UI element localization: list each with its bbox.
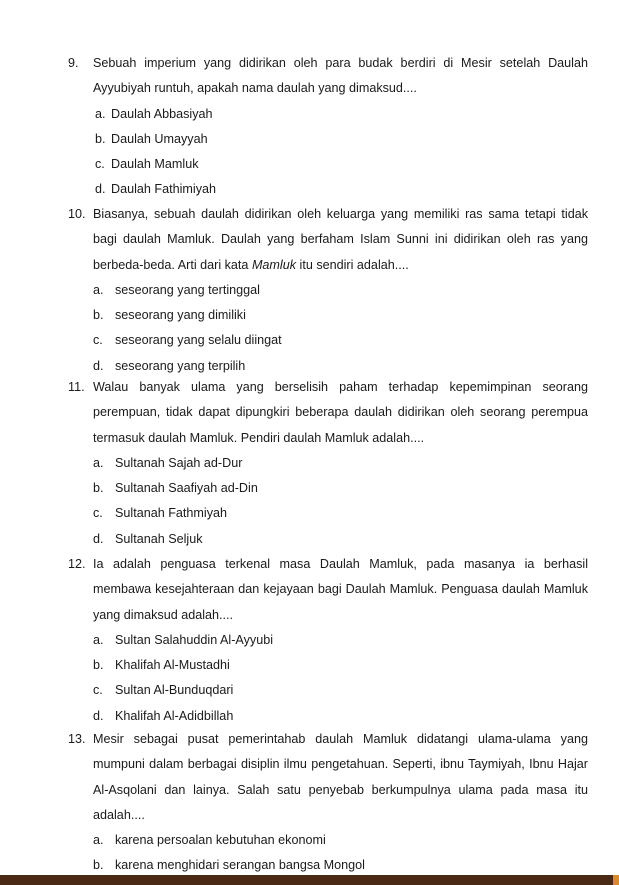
option-letter: d.	[93, 708, 104, 723]
option-letter: a.	[93, 833, 104, 848]
option-b[interactable]	[95, 127, 588, 152]
option-d[interactable]	[93, 704, 588, 729]
option-text: seseorang yang dimiliki	[115, 308, 246, 323]
question-11	[68, 375, 588, 552]
question-13	[68, 727, 588, 879]
question-number: 13.	[68, 732, 86, 746]
option-text: Daulah Fathimiyah	[111, 182, 216, 197]
option-text: Sultan Salahuddin Al-Ayyubi	[115, 632, 273, 647]
option-d[interactable]	[95, 177, 588, 202]
option-text: Sultan Al-Bunduqdari	[115, 683, 234, 698]
options-list	[93, 828, 588, 879]
footer-accent	[613, 875, 619, 885]
option-letter: d.	[95, 182, 106, 197]
option-letter: c.	[95, 157, 105, 172]
question-text: Mesir sebagai pusat pemerintahab daulah Mamluk didatangi ulama-ulama yang mumpuni dalam berbagai disiplin ilmu pengetahuan. Seperti, ibnu Taymiyah, Ibnu Hajar Al-Asqolani dan lainya. Salah satu penyebab berkumpulnya ulama pada masa itu adalah....	[93, 732, 588, 822]
question-text: Ia adalah penguasa terkenal masa Daulah Mamluk, pada masanya ia berhasil membawa kesejahteraan dan kejayaan bagi Daulah Mamluk. Penguasa daulah Mamluk yang dimaksud adalah....	[93, 557, 588, 622]
option-letter: b.	[93, 858, 104, 873]
option-letter: b.	[93, 658, 104, 673]
option-a[interactable]	[93, 828, 588, 853]
option-text: Khalifah Al-Adidbillah	[115, 708, 234, 723]
option-a[interactable]	[93, 278, 588, 303]
option-letter: d.	[93, 358, 104, 373]
option-letter: b.	[95, 131, 106, 146]
option-letter: c.	[93, 506, 103, 521]
option-letter: a.	[95, 106, 106, 121]
option-a[interactable]	[95, 102, 588, 127]
option-text: seseorang yang selalu diingat	[115, 333, 282, 348]
option-text: karena persoalan kebutuhan ekonomi	[115, 833, 326, 848]
options-list	[93, 628, 588, 729]
question-text: Walau banyak ulama yang berselisih paham terhadap kepemimpinan seorang perempuan, tidak dapat dipungkiri beberapa daulah didirikan oleh seorang perempua termasuk daulah Mamluk. Pendiri daulah Mamluk adalah....	[93, 380, 588, 445]
option-text: Daulah Mamluk	[111, 157, 199, 172]
option-text: Daulah Umayyah	[111, 131, 208, 146]
question-text: Sebuah imperium yang didirikan oleh para budak berdiri di Mesir setelah Daulah Ayyubiyah runtuh, apakah nama daulah yang dimaksud....	[93, 56, 588, 96]
options-list	[93, 451, 588, 552]
question-10	[68, 202, 588, 379]
option-letter: d.	[93, 531, 104, 546]
option-b[interactable]	[93, 653, 588, 678]
option-text: Sultanah Fathmiyah	[115, 506, 228, 521]
option-letter: c.	[93, 683, 103, 698]
option-d[interactable]	[93, 527, 588, 552]
option-letter: a.	[93, 632, 104, 647]
option-b[interactable]	[93, 476, 588, 501]
option-c[interactable]	[93, 328, 588, 353]
question-number: 12.	[68, 557, 86, 571]
question-text	[93, 202, 588, 278]
option-text: Khalifah Al-Mustadhi	[115, 658, 230, 673]
question-number: 10.	[68, 207, 86, 221]
option-letter: c.	[93, 333, 103, 348]
option-text: Sultanah Saafiyah ad-Din	[115, 481, 258, 496]
option-a[interactable]	[93, 628, 588, 653]
question-number: 11.	[68, 380, 85, 394]
option-c[interactable]	[93, 678, 588, 703]
question-12	[68, 552, 588, 729]
option-letter: b.	[93, 308, 104, 323]
option-text: karena menghidari serangan bangsa Mongol	[115, 858, 365, 873]
option-a[interactable]	[93, 451, 588, 476]
option-c[interactable]	[95, 152, 588, 177]
option-b[interactable]	[93, 303, 588, 328]
question-text-part: Biasanya, sebuah daulah didirikan oleh keluarga yang memiliki ras sama tetapi tidak bagi daulah Mamluk. Daulah yang berfaham Islam Sunni ini didirikan oleh ras yang berbeda-beda. Arti dari kata	[93, 207, 588, 272]
option-text: Sultanah Sajah ad-Dur	[115, 455, 243, 470]
option-letter: a.	[93, 455, 104, 470]
option-letter: a.	[93, 282, 104, 297]
option-text: Daulah Abbasiyah	[111, 106, 213, 121]
option-text: Sultanah Seljuk	[115, 531, 203, 546]
options-list	[95, 102, 588, 203]
footer-bar	[0, 875, 619, 885]
question-text-italic: Mamluk	[251, 257, 297, 272]
question-9	[68, 51, 588, 203]
question-number: 9.	[68, 56, 79, 70]
option-letter: b.	[93, 481, 104, 496]
option-c[interactable]	[93, 501, 588, 526]
option-text: seseorang yang tertinggal	[115, 282, 260, 297]
option-text: seseorang yang terpilih	[115, 358, 246, 373]
question-text-part: itu sendiri adalah....	[296, 257, 409, 272]
options-list	[93, 278, 588, 379]
